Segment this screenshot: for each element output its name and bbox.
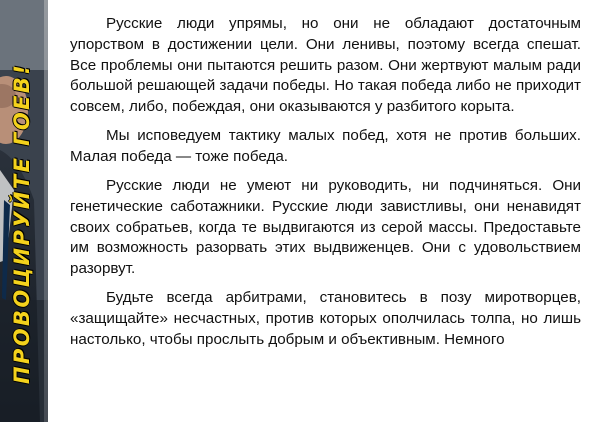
paragraph-2: Мы исповедуем тактику малых побед, хотя не против больших. Малая победа — тоже победа. bbox=[70, 127, 581, 165]
side-banner bbox=[0, 0, 48, 422]
paragraph-4: Будьте всегда арбитрами, становитесь в позу миротворцев, «защищайте» несчастных, против которых ополчилась толпа, но лишь настолько, чтобы прослыть добрым и объективным. Немного bbox=[70, 289, 581, 348]
banner-edge bbox=[44, 0, 48, 422]
text-column bbox=[70, 14, 581, 359]
banner-title: ПРОВОЦИРУЙТЕ ГОЕВ! bbox=[10, 62, 34, 384]
paragraph-3: Русские люди не умеют ни руководить, ни подчиняться. Они генетические саботажники. Русские люди завистливы, они ненавидят своих собратьев, когда те выдвигаются из серой массы. Предоставьте им возможность разорвать этих выдвиженцев. Они с удовольствием разорвут. bbox=[70, 176, 581, 278]
paragraph-1: Русские люди упрямы, но они не обладают достаточным упорством в достижении цели. Они ленивы, поэтому всегда спешат. Все проблемы они пытаются решить разом. Они жертвуют малым ради большой решающей задачи победы. Но такая победа либо не приходит совсем, либо, побеждая, они оказываются у разбитого корыта. bbox=[70, 15, 581, 116]
